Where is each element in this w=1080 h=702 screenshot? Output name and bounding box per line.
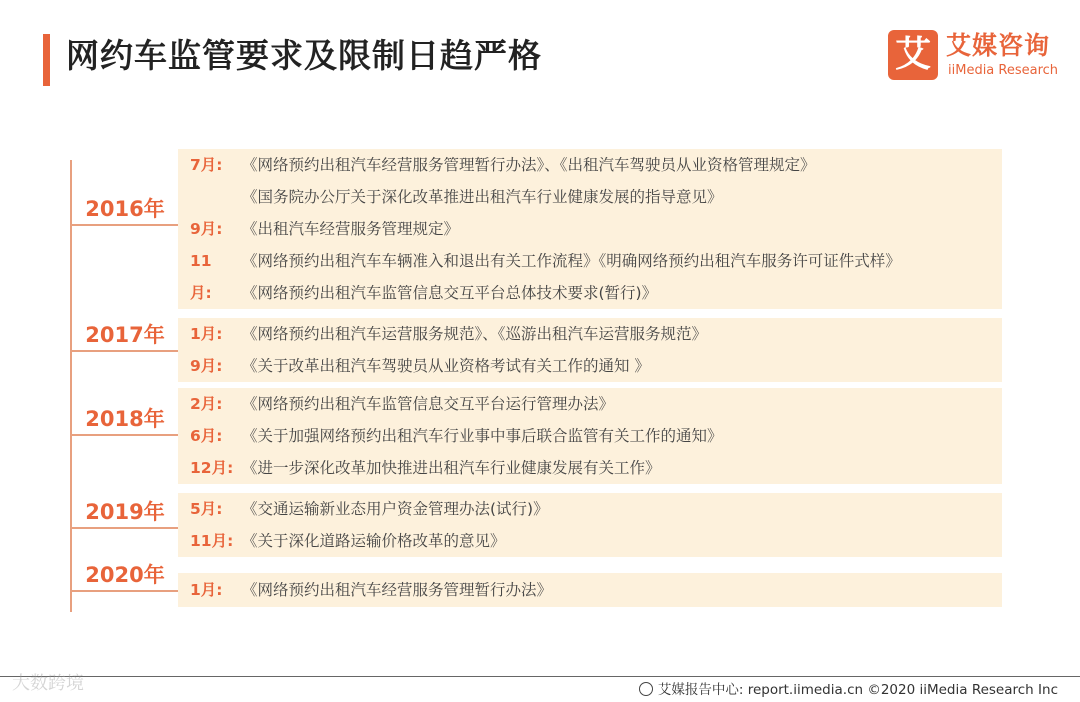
entry-text: 《网络预约出租汽车经营服务管理暂行办法》 xyxy=(242,581,553,599)
entry-month: 11月: xyxy=(190,532,234,550)
entry-text: 《国务院办公厅关于深化改革推进出租汽车行业健康发展的指导意见》 xyxy=(242,188,723,206)
entry-text: 《关于加强网络预约出租汽车行业事中事后联合监管有关工作的通知》 xyxy=(242,427,723,445)
entry-text: 《网络预约出租汽车运营服务规范》、《巡游出租汽车运营服务规范》 xyxy=(242,325,708,343)
entry-month: 2月: xyxy=(190,395,223,413)
entry-text: 《进一步深化改革加快推进出租汽车行业健康发展有关工作》 xyxy=(242,459,661,477)
entry-text: 《关于深化道路运输价格改革的意见》 xyxy=(242,532,506,550)
entry-text: 《关于改革出租汽车驾驶员从业资格考试有关工作的通知 》 xyxy=(242,357,650,375)
globe-icon xyxy=(639,682,653,696)
logo-en-text: iiMedia Research xyxy=(948,63,1059,78)
entry-month: 12月: xyxy=(190,459,234,477)
watermark-text: 大数跨境 xyxy=(12,673,84,694)
year-label-2020: 2020年 xyxy=(72,560,178,592)
year-label-2018: 2018年 xyxy=(72,404,178,436)
entry-month: 6月: xyxy=(190,427,223,445)
page-title: 网约车监管要求及限制日趋严格 xyxy=(66,36,542,75)
entry-text: 《网络预约出租汽车车辆准入和退出有关工作流程》《明确网络预约出租汽车服务许可证件式样》 xyxy=(242,252,901,270)
year-label-2016: 2016年 xyxy=(72,194,178,226)
panel-2018 xyxy=(178,388,1002,484)
footer xyxy=(639,680,1058,700)
footer-text: 艾媒报告中心: report.iimedia.cn ©2020 iiMedia Research Inc xyxy=(657,682,1058,698)
entry-month: 9月: xyxy=(190,357,223,375)
iimedia-logo xyxy=(888,30,1068,84)
entry-month: 1月: xyxy=(190,325,223,343)
entry-month: 5月: xyxy=(190,500,223,518)
panel-2016 xyxy=(178,149,1002,309)
panel-2017 xyxy=(178,318,1002,382)
panel-2020 xyxy=(178,573,1002,607)
panel-2019 xyxy=(178,493,1002,557)
footer-divider xyxy=(0,676,1080,677)
entry-text: 《网络预约出租汽车经营服务管理暂行办法》、《出租汽车驾驶员从业资格管理规定》 xyxy=(242,156,816,174)
year-label-2017: 2017年 xyxy=(72,320,178,352)
entry-month: 9月: xyxy=(190,220,223,238)
title-accent-bar xyxy=(43,34,50,86)
logo-mark-icon: 艾 xyxy=(888,30,938,80)
entry-text: 《网络预约出租汽车监管信息交互平台总体技术要求(暂行)》 xyxy=(242,284,658,302)
logo-cn-text: 艾媒咨询 xyxy=(946,31,1051,60)
entry-text: 《出租汽车经营服务管理规定》 xyxy=(242,220,460,238)
entry-text: 《交通运输新业态用户资金管理办法(试行)》 xyxy=(242,500,549,518)
year-label-2019: 2019年 xyxy=(72,497,178,529)
timeline-axis xyxy=(70,160,72,612)
entry-month: 11 xyxy=(190,252,212,270)
entry-month: 1月: xyxy=(190,581,223,599)
entry-month: 月: xyxy=(190,284,212,302)
entry-text: 《网络预约出租汽车监管信息交互平台运行管理办法》 xyxy=(242,395,615,413)
entry-month: 7月: xyxy=(190,156,223,174)
